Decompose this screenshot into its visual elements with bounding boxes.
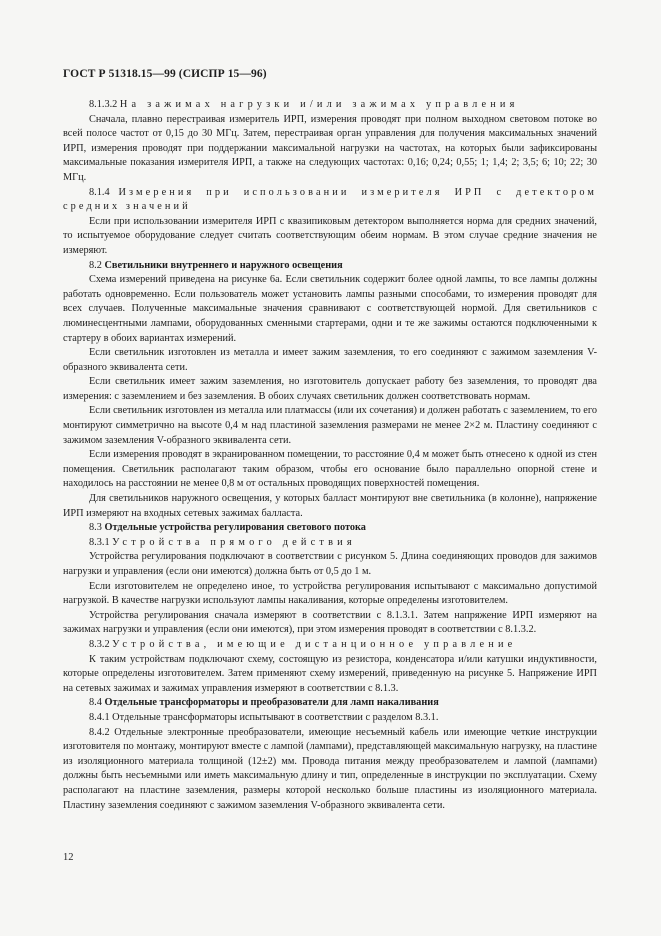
document-header: ГОСТ Р 51318.15—99 (СИСПР 15—96): [63, 68, 267, 80]
document-body: [63, 98, 597, 813]
section-8-4-heading: 8.4 Отдельные трансформаторы и преобразователи для ламп накаливания: [89, 697, 439, 709]
subsection-8-1-3-2-heading: 8.1.3.2 На зажимах нагрузки и/или зажимах управления: [89, 99, 519, 110]
page-number: 12: [63, 852, 74, 863]
paragraph: Если светильник изготовлен из металла или платмассы (или их сочетания) и должен работать с заземлением, то его монтируют симметрично на высоте 0,4 м над пластиной заземления размерами не менее 2×2 м. Пластину соединяют с зажимом заземления V-образного эквивалента сети.: [63, 405, 597, 446]
section-8-3-heading: 8.3 Отдельные устройства регулирования светового потока: [89, 522, 366, 534]
paragraph: 8.4.1 Отдельные трансформаторы испытывают в соответствии с разделом 8.3.1.: [89, 711, 439, 723]
subsection-8-3-2-heading: 8.3.2 Устройства, имеющие дистанционное управление: [89, 638, 517, 650]
section-8-2-heading: 8.2 Светильники внутреннего и наружного освещения: [89, 259, 343, 271]
paragraph: Если изготовителем не определено иное, то устройства регулирования испытывают с максимально допустимой нагрузкой. В качестве нагрузки используют лампы накаливания, которые определены изготовителем.: [63, 580, 597, 607]
paragraph: Устройства регулирования сначала измеряют в соответствии с 8.1.3.1. Затем напряжение ИРП измеряют на зажимах нагрузки и управления (если они имеются), при этом измерения проводят в соответствии с 8.1.3.2.: [63, 609, 597, 636]
paragraph: Сначала, плавно перестраивая измеритель ИРП, измерения проводят при полном выходном световом потоке во всей полосе частот от 0,15 до 30 МГц. Затем, перестраивая орган управления для получения максимальных значений ИРП, измерения проводят при поддержании максимальной нагрузки на частотах, на которых были зафиксированы максимальные показания измерителя ИРП, а также на следующих частотах: 0,16; 0,24; 0,55; 1; 1,4; 2; 3,5; 6; 10; 22; 30 МГц.: [63, 113, 597, 183]
paragraph: Для светильников наружного освещения, у которых балласт монтируют вне светильника (в колонне), напряжение ИРП измеряют на входных сетевых зажимах балласта.: [63, 493, 597, 519]
paragraph: Схема измерений приведена на рисунке 6а. Если светильник содержит более одной лампы, то все лампы должны работать одновременно. Если пользователь может установить лампы разными способами, то измерения проводят для всех случаев. Полученные максимальные значения сравнивают с соответствующей нормой. Для светильников с люминесцентными лампами, оборудованных сменными стартерами, одни и те же зажимы остаются подключенными к стартеру в обоих вариантах измерений.: [63, 274, 597, 344]
paragraph: Если при использовании измерителя ИРП с квазипиковым детектором выполняется норма для средних значений, то испытуемое оборудование следует считать соответствующим обеим нормам. В этом случае средние значения не измеряют.: [63, 215, 597, 256]
paragraph: К таким устройствам подключают схему, состоящую из резистора, конденсатора и/или катушки индуктивности, которые определены изготовителем. Затем применяют схему измерений, приведенную на рисунке 5. Напряжение ИРП на сетевых зажимах и зажимах управления измеряют в соответствии с 8.1.3.: [63, 653, 597, 694]
paragraph: Если светильник имеет зажим заземления, но изготовитель допускает работу без заземления, то проводят два измерения: с заземлением и без заземления. В обоих случаях светильник должен соответствовать нормам.: [63, 376, 597, 402]
paragraph: Если светильник изготовлен из металла и имеет зажим заземления, то его соединяют с зажимом заземления V-образного эквивалента сети.: [63, 347, 597, 373]
paragraph: Если измерения проводят в экранированном помещении, то расстояние 0,4 м может быть отнесено к одной из стен помещения. Светильник располагают таким образом, чтобы его основание было параллельно опорной стене и находилось на расстоянии не менее 0,8 м от остальных проводящих поверхностей помещения.: [63, 449, 597, 490]
subsection-8-3-1-heading: 8.3.1 Устройства прямого действия: [89, 536, 356, 548]
paragraph: 8.4.2 Отдельные электронные преобразователи, имеющие несъемный кабель или имеющие четкие инструкции изготовителя по монтажу, монтируют вместе с лампой (лампами), представляющей максимальную нагрузку, на пластине из изоляционного материала толщиной (12±2) мм. Провода питания между преобразователем и лампой (лампами) должны быть несъемными или иметь максимальную длину и тип, определенные в инструкции по эксплуатации. Схему располагают на пластине заземления, размеры которой несколько больше пластины из изоляционного материала. Пластину заземления соединяют с зажимом заземления V-образного эквивалента сети.: [63, 726, 597, 811]
subsection-8-1-4-heading: 8.1.4 Измерения при использовании измерителя ИРП с детектором средних значений: [63, 186, 597, 213]
paragraph: Устройства регулирования подключают в соответствии с рисунком 5. Длина соединяющих проводов для зажимов нагрузки и управления (если они имеются) должна быть от 0,5 до 1 м.: [63, 551, 597, 577]
